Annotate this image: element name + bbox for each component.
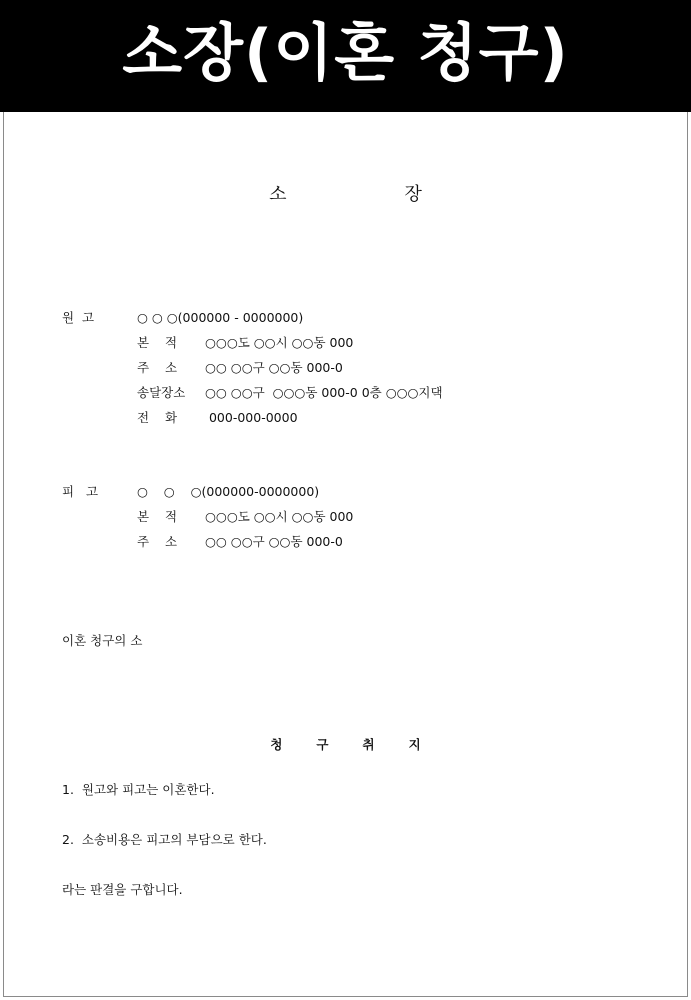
plaintiff-label: 원 고: [62, 310, 95, 325]
claim-section-title: 청구취지: [270, 737, 455, 752]
banner-title: 소장(이혼 청구): [122, 16, 569, 89]
plaintiff-name: ○ ○ ○(000000 - 0000000): [137, 310, 304, 325]
claim-item: 1. 원고와 피고는 이혼한다.: [62, 782, 215, 797]
title-banner: [0, 0, 691, 112]
plaintiff-field-value: ○○ ○○구 ○○○동 000-0 0층 ○○○지댁: [205, 385, 443, 400]
plaintiff-field-value: 000-000-0000: [205, 410, 298, 425]
plaintiff-field-value: ○○ ○○구 ○○동 000-0: [205, 360, 343, 375]
defendant-label: 피 고: [62, 484, 99, 499]
defendant-field-value: ○○ ○○구 ○○동 000-0: [205, 534, 343, 549]
plaintiff-field-label: 전 화: [137, 410, 178, 425]
plaintiff-field-value: ○○○도 ○○시 ○○동 000: [205, 335, 354, 350]
defendant-field-label: 본 적: [137, 509, 178, 524]
defendant-field-label: 주 소: [137, 534, 178, 549]
defendant-name: ○ ○ ○(000000-0000000): [137, 484, 320, 499]
claim-item: 2. 소송비용은 피고의 부담으로 한다.: [62, 832, 267, 847]
document-title: 소장: [269, 184, 540, 205]
plaintiff-field-label: 본 적: [137, 335, 178, 350]
document-page: [3, 112, 688, 997]
plaintiff-field-label: 송달장소: [137, 385, 186, 400]
closing-sentence: 라는 판결을 구합니다.: [62, 882, 183, 897]
defendant-field-value: ○○○도 ○○시 ○○동 000: [205, 509, 354, 524]
case-name: 이혼 청구의 소: [62, 633, 143, 648]
plaintiff-field-label: 주 소: [137, 360, 178, 375]
